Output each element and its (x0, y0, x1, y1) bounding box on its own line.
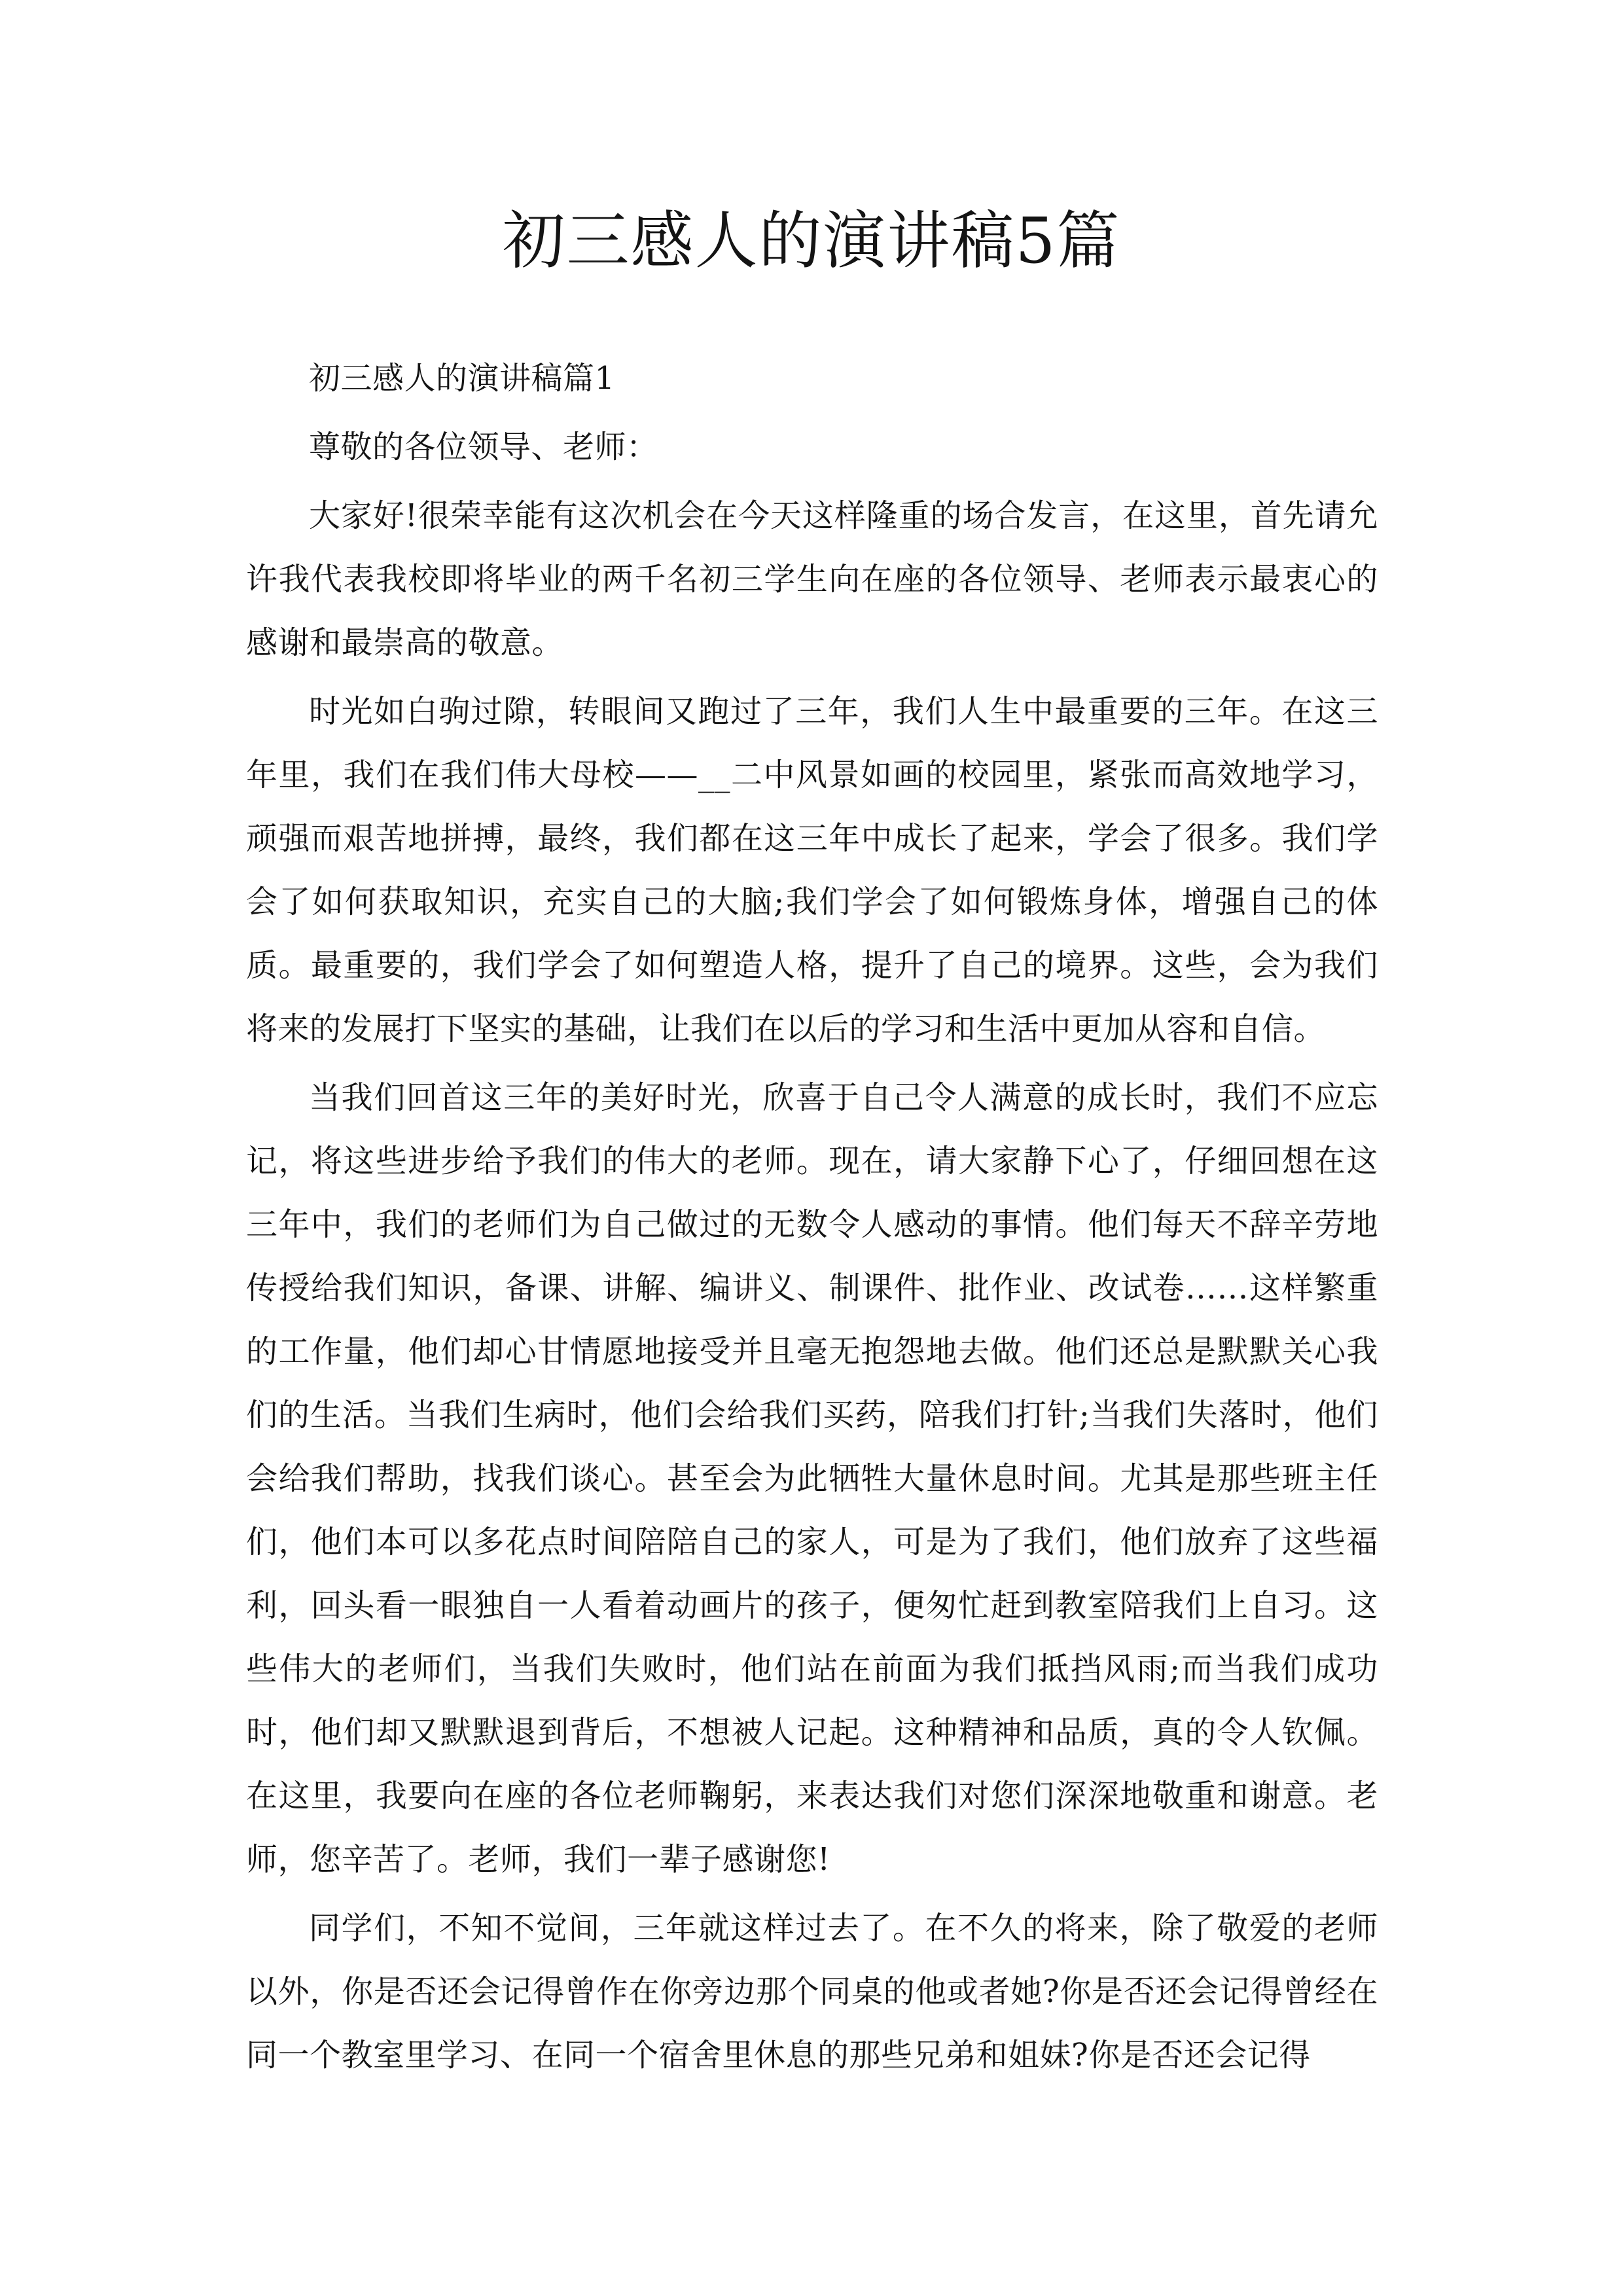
document-body (246, 347, 1378, 2092)
document-title: 初三感人的演讲稿5篇 (502, 204, 1121, 278)
salutation: 尊敬的各位领导、老师： (309, 429, 658, 465)
paragraph: 当我们回首这三年的美好时光，欣喜于自己令人满意的成长时，我们不应忘记，将这些进步给予我们的伟大的老师。现在，请大家静下心了，仔细回想在这三年中，我们的老师们为自己做过的无数令人感动的事情。他们每天不辞辛劳地传授给我们知识，备课、讲解、编讲义、制课件、批作业、改试卷……这样繁重的工作量，他们却心甘情愿地接受并且毫无抱怨地去做。他们还总是默默关心我们的生活。当我们生病时，他们会给我们买药，陪我们打针;当我们失落时，他们会给我们帮助，找我们谈心。甚至会为此牺牲大量休息时间。尤其是那些班主任们，他们本可以多花点时间陪陪自己的家人，可是为了我们，他们放弃了这些福利，回头看一眼独自一人看着动画片的孩子，便匆忙赶到教室陪我们上自习。这些伟大的老师们，当我们失败时，他们站在前面为我们抵挡风雨;而当我们成功时，他们却又默默退到背后，不想被人记起。这种精神和品质，真的令人钦佩。在这里，我要向在座的各位老师鞠躬，来表达我们对您们深深地敬重和谢意。老师，您辛苦了。老师，我们一辈子感谢您! (246, 1079, 1378, 1878)
paragraph: 同学们，不知不觉间，三年就这样过去了。在不久的将来，除了敬爱的老师以外，你是否还会记得曾作在你旁边那个同桌的他或者她?你是否还会记得曾经在同一个教室里学习、在同一个宿舍里休息的那些兄弟和姐妹?你是否还会记得 (246, 1910, 1378, 2073)
paragraph: 大家好!很荣幸能有这次机会在今天这样隆重的场合发言，在这里，首先请允许我代表我校即将毕业的两千名初三学生向在座的各位领导、老师表示最衷心的感谢和最崇高的敬意。 (246, 497, 1378, 661)
paragraph: 时光如白驹过隙，转眼间又跑过了三年，我们人生中最重要的三年。在这三年里，我们在我们伟大母校——__二中风景如画的校园里，紧张而高效地学习，顽强而艰苦地拼搏，最终，我们都在这三年中成长了起来，学会了很多。我们学会了如何获取知识，充实自己的大脑;我们学会了如何锻炼身体，增强自己的体质。最重要的，我们学会了如何塑造人格，提升了自己的境界。这些，会为我们将来的发展打下坚实的基础，让我们在以后的学习和生活中更加从容和自信。 (246, 693, 1378, 1047)
section-heading: 初三感人的演讲稿篇1 (309, 360, 615, 397)
